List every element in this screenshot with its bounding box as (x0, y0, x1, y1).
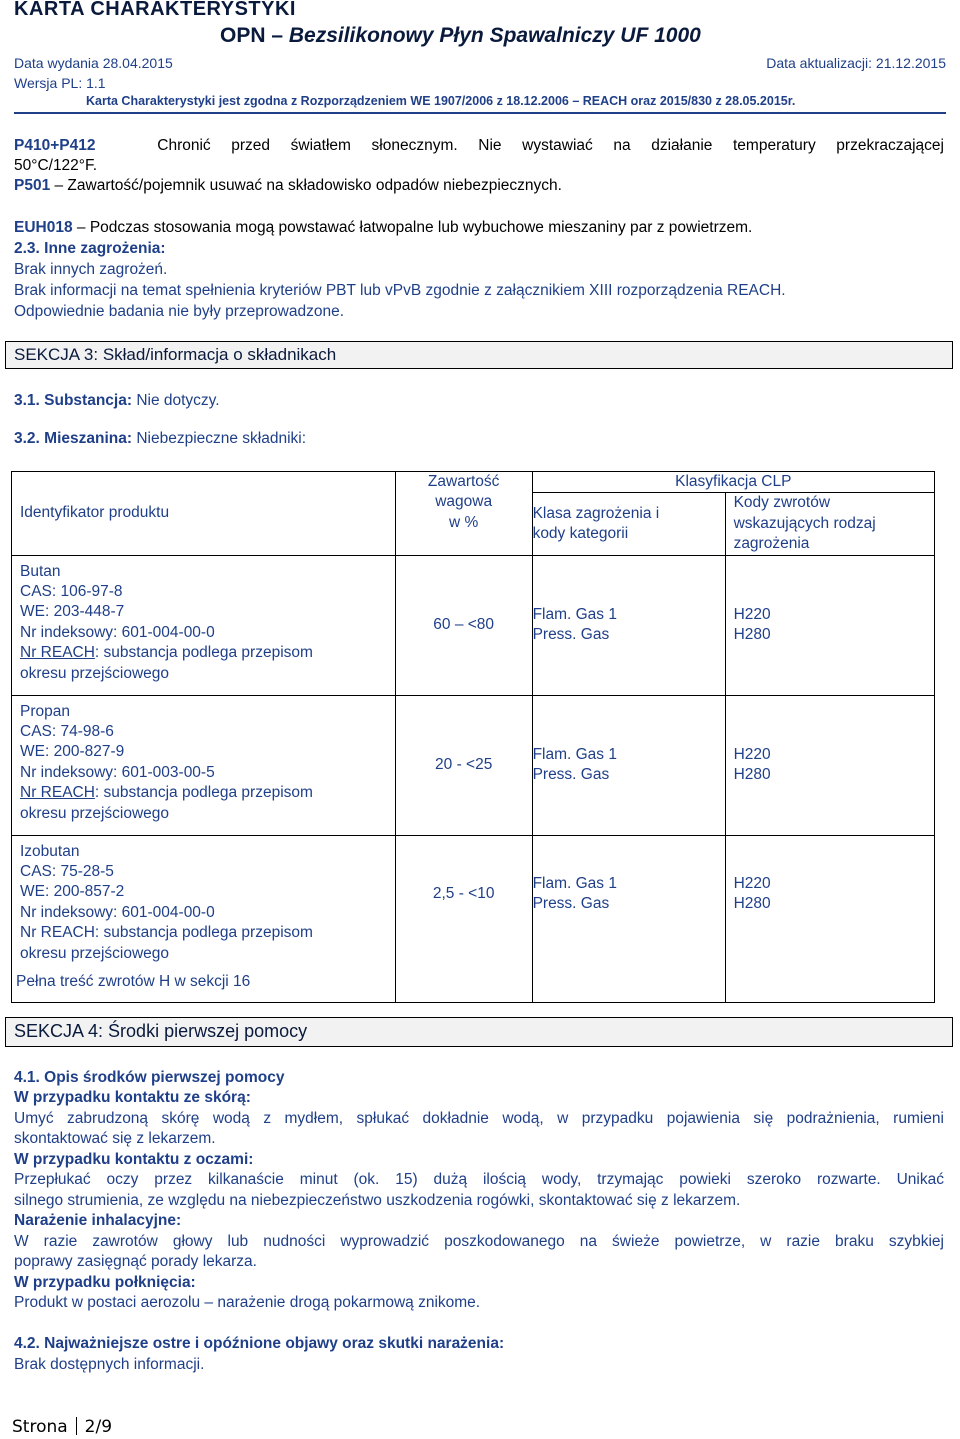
section-4-2-text: Brak dostępnych informacji. (14, 1356, 205, 1373)
components-table (11, 471, 935, 1003)
section-3-2: 3.2. Mieszanina: Niebezpieczne składniki: (14, 430, 307, 447)
regulation-note: Karta Charakterystyki jest zgodna z Rozporządzeniem WE 1907/2006 z 18.12.2006 – REACH oraz 2015/830 z 28.05.2015r. (86, 94, 796, 108)
p501-statement: P501 – Zawartość/pojemnik usuwać na składowisko odpadów niebezpiecznych. (14, 177, 562, 194)
table-row: Izobutan CAS: 75-28-5 WE: 200-857-2 Nr indeksowy: 601-004-00-0 Nr REACH: substancja podlega przepisom okresu przejściowego Pełna treść zwrotów H w sekcji 16 2,5 - <10 Flam. Gas 1 Press. Gas H220 H280 (12, 835, 935, 1002)
update-date: Data aktualizacji: 21.12.2015 (766, 55, 946, 71)
eye-contact-text-1: Przepłukać oczy przez kilkanaście minut (ok. 15) dużą ilością wody, trzymając powieki szeroko rozwarte. Unikać (14, 1171, 944, 1188)
skin-contact-title: W przypadku kontaktu ze skórą: (14, 1089, 251, 1106)
p410-statement: P410+P412 Chronić przed światłem słonecznym. Nie wystawiać na działanie temperatury przekraczającej (14, 137, 944, 154)
section-2-3-title: 2.3. Inne zagrożenia: (14, 240, 166, 257)
inhalation-text-1: W razie zawrotów głowy lub nudności wyprowadzić poszkodowanego na świeże powietrze, w razie braku szybkiej (14, 1233, 944, 1250)
eye-contact-title: W przypadku kontaktu z oczami: (14, 1151, 254, 1168)
p410-statement-cont: 50°C/122°F. (14, 157, 98, 174)
issue-date: Data wydania 28.04.2015 (14, 55, 173, 71)
section-2-3-line1: Brak innych zagrożeń. (14, 261, 168, 278)
h-phrases-footnote: Pełna treść zwrotów H w sekcji 16 (16, 973, 251, 991)
document-title: KARTA CHARAKTERYSTYKI (14, 0, 296, 20)
euh018-statement: EUH018 – Podczas stosowania mogą powstawać łatwopalne lub wybuchowe mieszaniny par z powietrzem. (14, 219, 753, 236)
table-row: Propan CAS: 74-98-6 WE: 200-827-9 Nr indeksowy: 601-003-00-5 Nr REACH: substancja podlega przepisom okresu przejściowego 20 - <25 Flam. Gas 1 Press. Gas H220 H280 (12, 695, 935, 835)
page-label: Strona (12, 1417, 68, 1437)
header-identifier: Identyfikator produktu (12, 472, 396, 556)
table-row: Butan CAS: 106-97-8 WE: 203-448-7 Nr indeksowy: 601-004-00-0 Nr REACH: substancja podlega przepisom okresu przejściowego 60 – <80 Flam. Gas 1 Press. Gas H220 H280 (12, 555, 935, 695)
inhalation-text-2: poprawy zasięgnąć porady lekarza. (14, 1253, 257, 1270)
ingestion-title: W przypadku połknięcia: (14, 1274, 196, 1291)
header-clp: Klasyfikacja CLP (532, 472, 934, 493)
header-weight: Zawartość wagowa w % (395, 472, 532, 556)
header-divider (14, 112, 946, 114)
document-header (14, 0, 946, 110)
page-footer (12, 1417, 112, 1437)
section-4-header: SEKCJA 4: Środki pierwszej pomocy (5, 1017, 953, 1047)
section-2-3-line3: Odpowiednie badania nie były przeprowadzone. (14, 303, 345, 320)
section-3-header: SEKCJA 3: Skład/informacja o składnikach (5, 341, 953, 369)
version: Wersja PL: 1.1 (14, 75, 106, 91)
page-number: 2/9 (84, 1417, 113, 1437)
footer-separator (76, 1417, 77, 1435)
ingestion-text: Produkt w postaci aerozolu – narażenie drogą pokarmową znikome. (14, 1294, 481, 1311)
section-4-2-title: 4.2. Najważniejsze ostre i opóźnione objawy oraz skutki narażenia: (14, 1335, 505, 1352)
header-h-codes: Kody zwrotów wskazujących rodzaj zagrożenia (725, 493, 934, 555)
eye-contact-text-2: silnego strumienia, ze względu na niebezpieczeństwo uszkodzenia rogówki, skontaktować się z lekarzem. (14, 1192, 741, 1209)
skin-contact-text-2: skontaktować się z lekarzem. (14, 1130, 216, 1147)
product-name: OPN – Bezsilikonowy Płyn Spawalniczy UF 1000 (220, 24, 701, 47)
header-hazard-class: Klasa zagrożenia i kody kategorii (532, 493, 725, 555)
section-3-1: 3.1. Substancja: Nie dotyczy. (14, 392, 220, 409)
skin-contact-text-1: Umyć zabrudzoną skórę wodą z mydłem, spłukać dokładnie wodą, w przypadku pojawienia się podrażnienia, rumieni (14, 1110, 944, 1127)
section-4-1-title: 4.1. Opis środków pierwszej pomocy (14, 1069, 285, 1086)
inhalation-title: Narażenie inhalacyjne: (14, 1212, 182, 1229)
section-2-3-line2: Brak informacji na temat spełnienia kryteriów PBT lub vPvB zgodnie z załącznikiem XIII rozporządzenia REACH. (14, 282, 786, 299)
